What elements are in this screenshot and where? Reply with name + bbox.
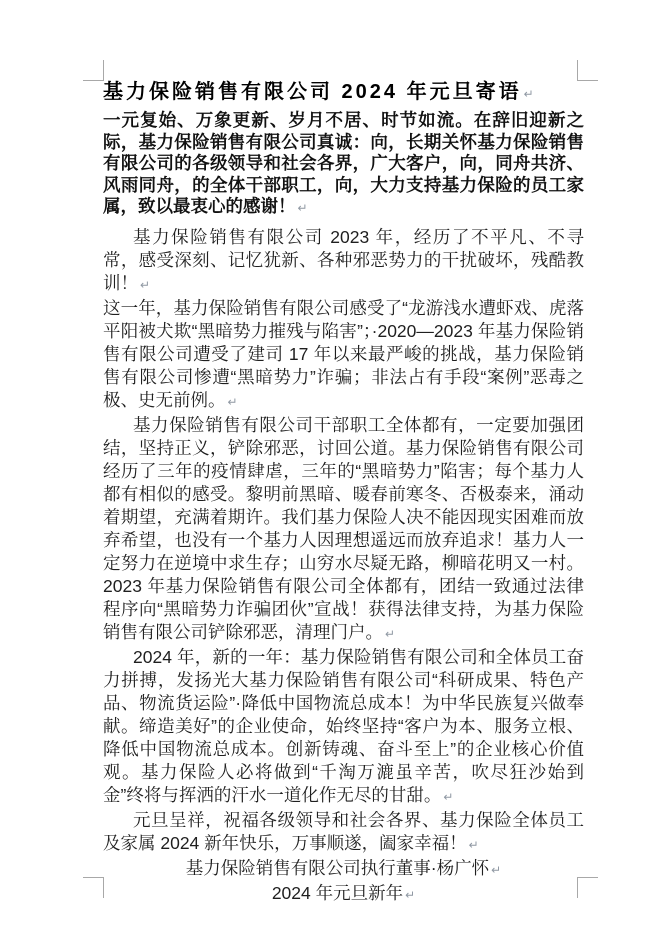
paragraph-text: 一元复始、万象更新、岁月不居、时节如流。在辞旧迎新之际，基力保险销售有限公司真诚：向，长期关怀基力保险销售有限公司的各级领导和社会各界，广大客户，向，同舟共济、风雨同舟，的全体干部职工，向，大力支持基力保险的员工家属，致以最衷心的感谢！ [103, 110, 584, 217]
paragraph-2023-review [103, 226, 584, 297]
document-title-text: 基力保险销售有限公司 2024 年元旦寄语 [103, 81, 522, 103]
paragraph-text: 元旦呈祥，祝福各级领导和社会各界、基力保险全体员工及家属 2024 新年快乐，万事顺遂，阖家幸福！ [103, 809, 584, 853]
paragraph-mark-icon: ↵ [140, 277, 151, 292]
document-body [103, 78, 584, 907]
date-text: 2024 年元旦新年 [271, 882, 404, 903]
paragraph-text: 这一年，基力保险销售有限公司感受了“龙游浅水遭虾戏、虎落平阳被犬欺“黑暗势力摧残与陷害”；·2020—2023 年基力保险销售有限公司遭受了建司 17 年以来最严峻的挑战，基力保险销售有限公司惨遭“黑暗势力”诈骗；非法占有手段“案例”恶毒之极、史无前例。 [103, 297, 584, 410]
paragraph-mark-icon: ↵ [491, 862, 502, 877]
paragraph-blessing [103, 809, 584, 857]
paragraph-mark-icon: ↵ [227, 394, 238, 409]
paragraph-2024-outlook [103, 646, 584, 809]
text-boundary-mark-bottom-left-icon [83, 877, 104, 898]
paragraph-intro [103, 110, 584, 220]
paragraph-mark-icon: ↵ [443, 789, 454, 804]
paragraph-staff-unity [103, 414, 584, 646]
paragraph-mark-icon: ↵ [523, 87, 534, 101]
paragraph-mark-icon: ↵ [405, 887, 416, 902]
paragraph-text: 2024 年，新的一年：基力保险销售有限公司和全体员工奋力拼搏，发扬光大基力保险销售有限公司“科研成果、特色产品、物流货运险”·降低中国物流总成本！为中华民族复兴做奉献。缔造美好”的企业使命，始终坚持“客户为本、服务立根、降低中国物流总成本。创新铸魂、奋斗至上”的企业核心价值观。基力保险人必将做到“千淘万漉虽辛苦，吹尽狂沙始到金”终将与挥洒的汗水一道化作无尽的甘甜。 [103, 646, 584, 805]
text-boundary-mark-top-left-icon [83, 60, 104, 81]
signature-line [103, 857, 584, 882]
date-line [103, 882, 584, 907]
paragraph-mark-icon: ↵ [297, 201, 308, 216]
signature-text: 基力保险销售有限公司执行董事·杨广怀 [185, 857, 490, 878]
paragraph-text: 基力保险销售有限公司干部职工全体都有，一定要加强团结，坚持正义，铲除邪恶，讨回公道。基力保险销售有限公司经历了三年的疫情肆虐，三年的“黑暗势力”陷害；每个基力人都有相似的感受。黎明前黑暗、暖春前寒冬、否极泰来，涌动着期望，充满着期许。我们基力保险人决不能因现实困难而放弃希望，也没有一个基力人因理想遥远而放弃追求！基力人一定努力在逆境中求生存；山穷水尽疑无路，柳暗花明又一村。2023 年基力保险销售有限公司全体都有，团结一致通过法律程序向“黑暗势力诈骗团伙”宣战！获得法律支持，为基力保险销售有限公司铲除邪恶，清理门户。 [103, 414, 584, 642]
paragraph-mark-icon: ↵ [385, 626, 396, 641]
paragraph-mark-icon: ↵ [468, 837, 479, 852]
paragraph-this-year [103, 297, 584, 414]
document-title [103, 78, 584, 108]
paragraph-text: 基力保险销售有限公司 2023 年，经历了不平凡、不寻常，感受深刻、记忆犹新、各种邪恶势力的干扰破坏，残酷教训！ [103, 226, 584, 293]
